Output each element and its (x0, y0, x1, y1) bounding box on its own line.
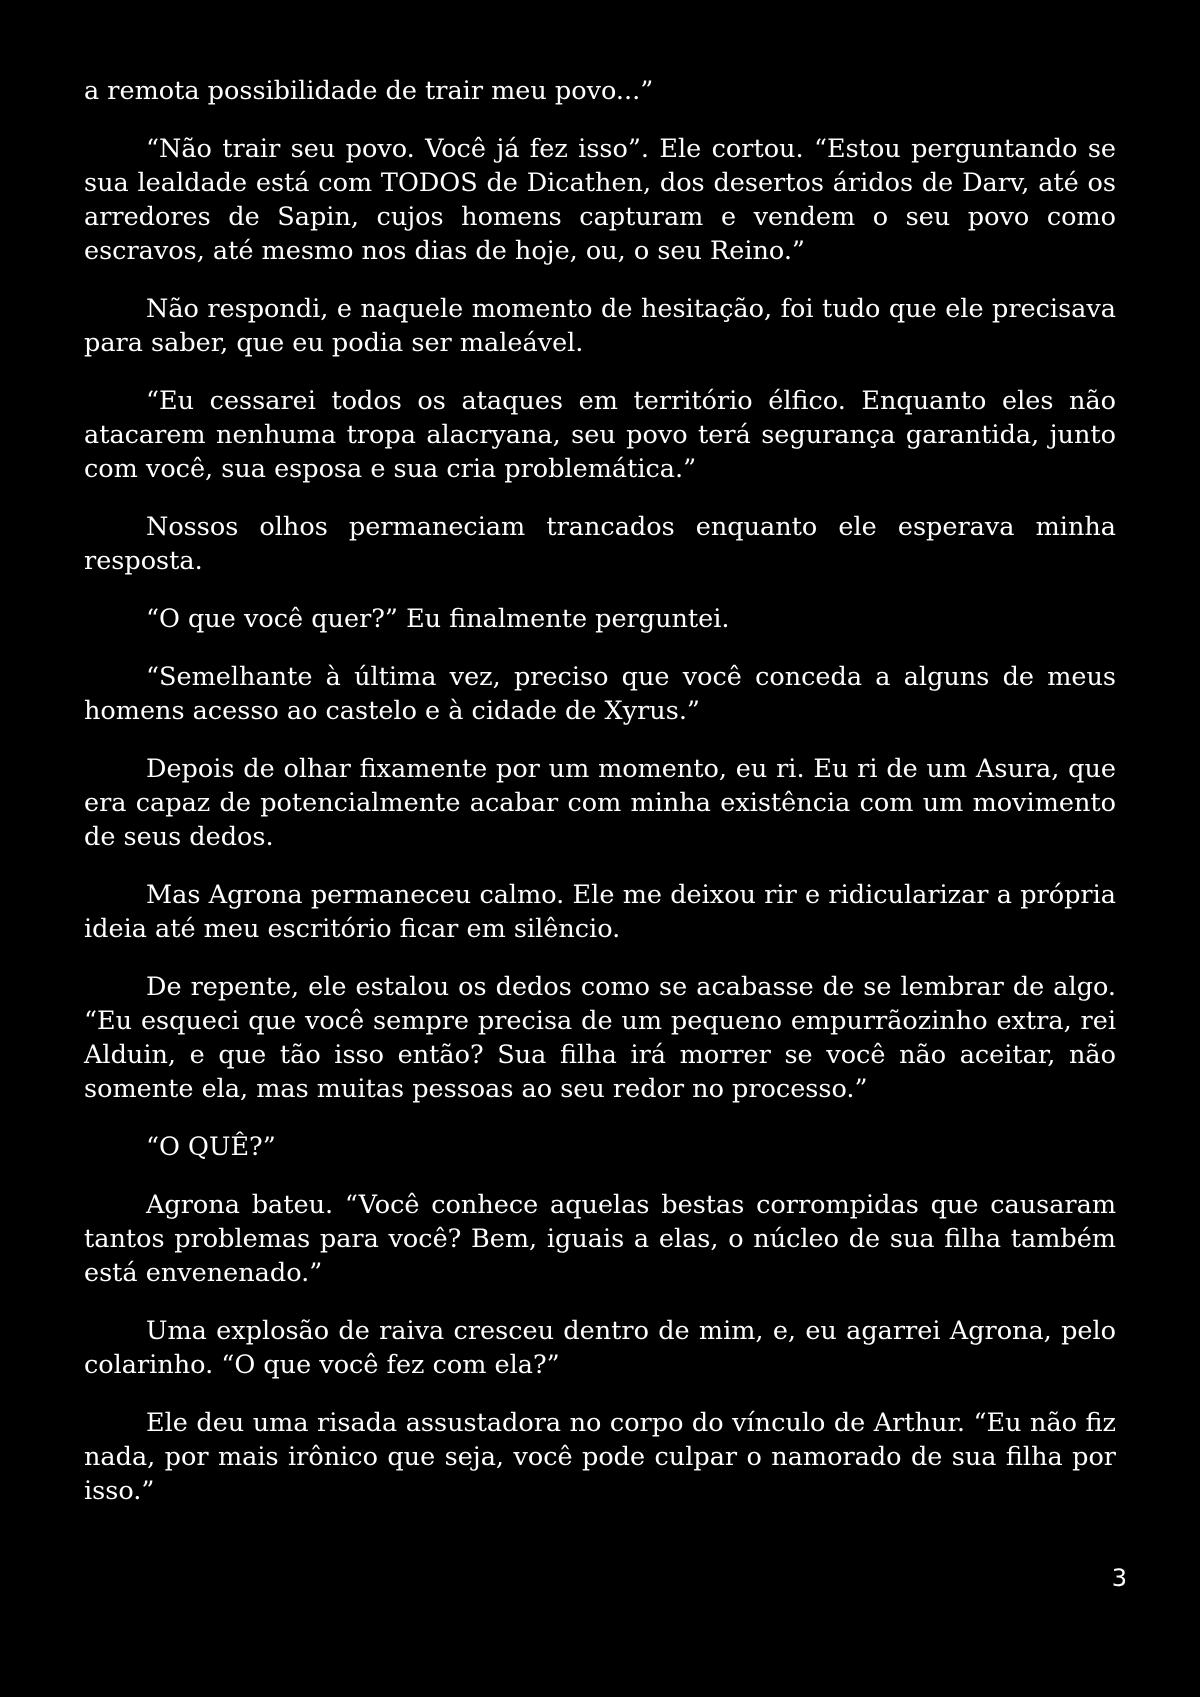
paragraph: “O QUÊ?” (146, 1132, 276, 1162)
paragraph: Depois de olhar fixamente por um momento, eu ri. Eu ri de um Asura, que era capaz de potencialmente acabar com minha existência com um movimento de seus dedos. (84, 754, 1116, 852)
paragraph: Mas Agrona permaneceu calmo. Ele me deixou rir e ridicularizar a própria ideia até meu escritório ficar em silêncio. (84, 880, 1116, 944)
paragraph: Não respondi, e naquele momento de hesitação, foi tudo que ele precisava para saber, que eu podia ser maleável. (84, 294, 1116, 358)
paragraph: “O que você quer?” Eu finalmente perguntei. (146, 604, 730, 634)
paragraph: De repente, ele estalou os dedos como se acabasse de se lembrar de algo. “Eu esqueci que você sempre precisa de um pequeno empurrãozinho extra, rei Alduin, e que tão isso então? Sua filha irá morrer se você não aceitar, não somente ela, mas muitas pessoas ao seu redor no processo.” (84, 972, 1116, 1104)
paragraph: “Eu cessarei todos os ataques em território élfico. Enquanto eles não atacarem nenhuma tropa alacryana, seu povo terá segurança garantida, junto com você, sua esposa e sua cria problemática.” (84, 386, 1116, 484)
document-body (84, 74, 1116, 1532)
paragraph: Ele deu uma risada assustadora no corpo do vínculo de Arthur. “Eu não fiz nada, por mais irônico que seja, você pode culpar o namorado de sua filha por isso.” (84, 1408, 1116, 1506)
page-number: 3 (1111, 1564, 1127, 1592)
paragraph: Uma explosão de raiva cresceu dentro de mim, e, eu agarrei Agrona, pelo colarinho. “O que você fez com ela?” (84, 1316, 1116, 1380)
paragraph-continuation: a remota possibilidade de trair meu povo...” (84, 76, 654, 106)
paragraph: “Não trair seu povo. Você já fez isso”. Ele cortou. “Estou perguntando se sua lealdade está com TODOS de Dicathen, dos desertos áridos de Darv, até os arredores de Sapin, cujos homens capturam e vendem o seu povo como escravos, até mesmo nos dias de hoje, ou, o seu Reino.” (84, 134, 1116, 266)
paragraph: Agrona bateu. “Você conhece aquelas bestas corrompidas que causaram tantos problemas para você? Bem, iguais a elas, o núcleo de sua filha também está envenenado.” (84, 1190, 1116, 1288)
paragraph: Nossos olhos permaneciam trancados enquanto ele esperava minha resposta. (84, 512, 1116, 576)
paragraph: “Semelhante à última vez, preciso que você conceda a alguns de meus homens acesso ao castelo e à cidade de Xyrus.” (84, 662, 1116, 726)
